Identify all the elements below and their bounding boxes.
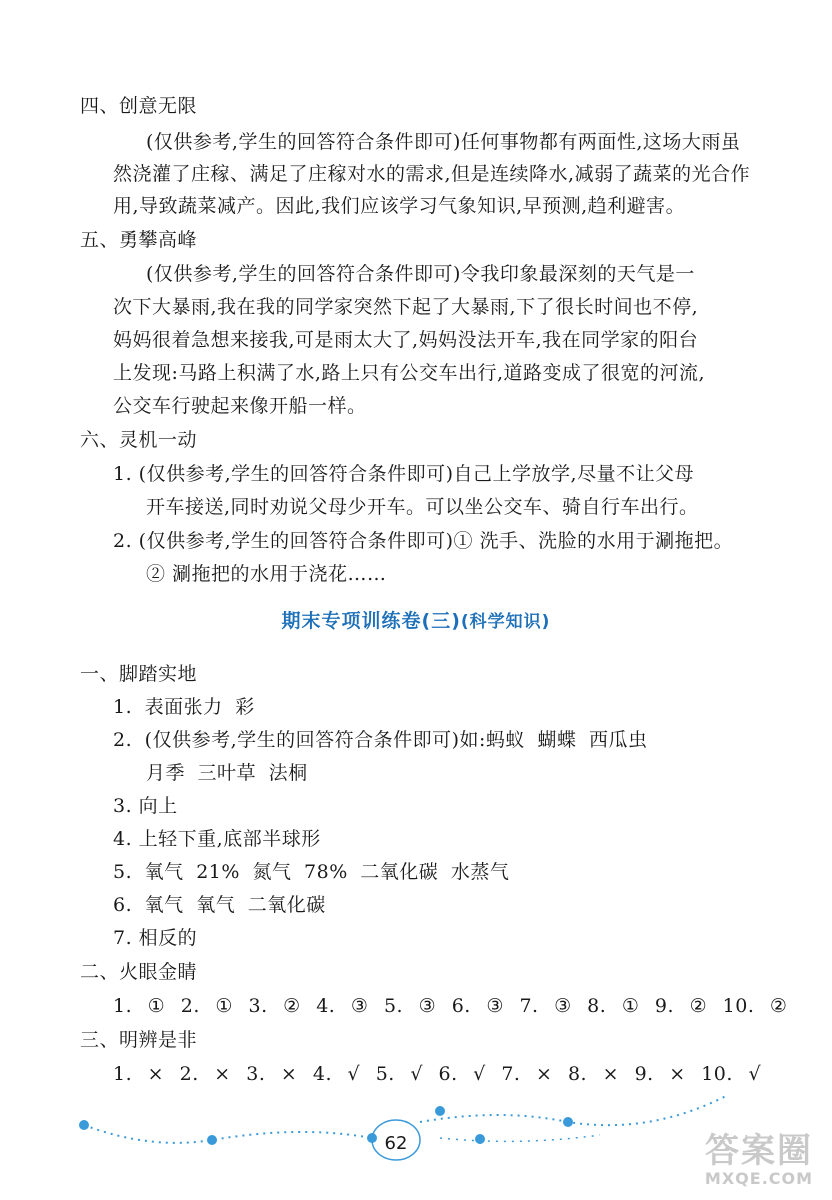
wave-dot: [207, 1135, 217, 1145]
paragraph-line: 妈妈很着急想来接我,可是雨太大了,妈妈没法开车,我在同学家的阳台: [113, 329, 699, 351]
paragraph-line: 次下大暴雨,我在我的同学家突然下起了大暴雨,下了很长时间也不停,: [113, 296, 699, 318]
answer-item: 4. 上轻下重,底部半球形: [113, 828, 321, 850]
answer-item: 3. 向上: [113, 795, 178, 817]
paragraph-line: 上发现:马路上积满了水,路上只有公交车出行,道路变成了很宽的河流,: [113, 362, 706, 384]
answer-item-continuation: 开车接送,同时劝说父母少开车。可以坐公交车、骑自行车出行。: [146, 496, 699, 518]
section-heading-clever: 六、灵机一动: [80, 429, 198, 451]
exam-title-sub: (科学知识): [460, 612, 551, 632]
wave-dots-lower: [440, 1135, 600, 1141]
answer-item: 1. (仅供参考,学生的回答符合条件即可)自己上学放学,尽量不让父母: [113, 463, 695, 485]
watermark-domain: MXQE.COM: [704, 1169, 814, 1188]
paragraph-line: 然浇灌了庄稼、满足了庄稼对水的需求,但是连续降水,减弱了蔬菜的光合作: [113, 163, 751, 185]
answer-item: 1. 表面张力 彩: [113, 696, 255, 718]
answer-item: 2. (仅供参考,学生的回答符合条件即可)① 洗手、洗脸的水用于涮拖把。: [113, 530, 734, 552]
exam-title-main: 期末专项训练卷(三): [281, 610, 461, 632]
exam-title: [0, 606, 832, 633]
answer-item-continuation: 月季 三叶草 法桐: [146, 762, 308, 784]
part-heading-sharp-eyes: 二、火眼金睛: [80, 961, 198, 983]
answer-row-true-false: 1. × 2. × 3. × 4. √ 5. √ 6. √ 7. × 8. × 9. × 10. √: [113, 1063, 762, 1085]
page-number: 62: [384, 1133, 408, 1154]
answer-item: 5. 氧气 21% 氮气 78% 二氧化碳 水蒸气: [113, 861, 510, 883]
wave-dot: [563, 1117, 573, 1127]
answer-row-choices: 1. ① 2. ① 3. ② 4. ③ 5. ③ 6. ③ 7. ③ 8. ① 9. ② 10. ②: [113, 995, 788, 1017]
site-watermark: [694, 1132, 824, 1192]
wave-dot: [435, 1106, 445, 1116]
answer-item: 2. (仅供参考,学生的回答符合条件即可)如:蚂蚁 蝴蝶 西瓜虫: [113, 729, 648, 751]
wave-dot: [475, 1134, 485, 1144]
part-heading-groundwork: 一、脚踏实地: [80, 663, 198, 685]
wave-dots-left: [84, 1125, 372, 1143]
watermark-logo-text: 答案圈: [705, 1131, 813, 1171]
section-heading-creative: 四、创意无限: [80, 95, 198, 117]
part-heading-true-false: 三、明辨是非: [80, 1029, 198, 1051]
answer-item: 7. 相反的: [113, 927, 198, 949]
wave-dots-right: [420, 1095, 728, 1125]
wave-dot: [79, 1120, 89, 1130]
answer-item-continuation: ② 涮拖把的水用于浇花……: [146, 563, 387, 585]
paragraph-line: 用,导致蔬菜减产。因此,我们应该学习气象知识,早预测,趋利避害。: [113, 195, 686, 217]
answer-item: 6. 氧气 氧气 二氧化碳: [113, 894, 326, 916]
paragraph-line: (仅供参考,学生的回答符合条件即可)令我印象最深刻的天气是一: [146, 263, 695, 285]
paragraph-line: (仅供参考,学生的回答符合条件即可)任何事物都有两面性,这场大雨虽: [146, 131, 741, 153]
section-heading-climb: 五、勇攀高峰: [80, 229, 198, 251]
paragraph-line: 公交车行驶起来像开船一样。: [113, 395, 367, 417]
